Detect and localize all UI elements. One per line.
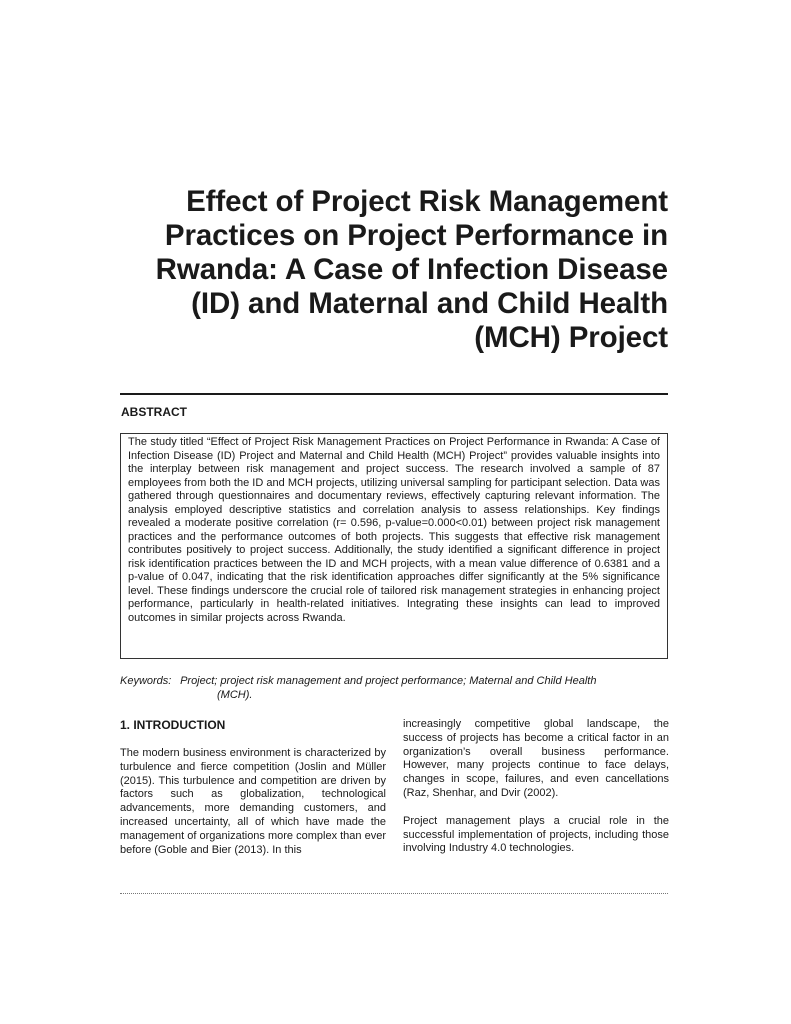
abstract-box [120,433,668,659]
keywords [120,675,668,702]
intro-paragraph-right-1: increasingly competitive global landscape, the success of projects has become a critical factor in an organization’s overall business performance. However, many projects continue to face delays, changes in scope, failures, and even cancellations (Raz, Shenhar, and Dvir (2002). [403,718,669,799]
keywords-label: Keywords: [120,675,172,687]
keywords-continuation: (MCH). [217,688,253,701]
abstract-text: The study titled “Effect of Project Risk Management Practices on Project Performance in Rwanda: A Case of Infection Disease (ID) Project and Maternal and Child Health (MCH) Project” provides valuable insights into the interplay between risk management and project success. The research involved a sample of 87 employees from both the ID and MCH projects, utilizing universal sampling for participant selection. Data was gathered through questionnaires and documentary reviews, effectively capturing relevant information. The analysis employed descriptive statistics and correlation analysis to assess relationships. Key findings revealed a moderate positive correlation (r= 0.596, p-value=0.000<0.01) between project risk management practices and the performance outcomes of both projects. This suggests that effective risk management contributes positively to project success. Additionally, the study identified a significant difference in project risk identification practices between the ID and MCH projects, with a mean value difference of 0.6381 and a p-value of 0.047, indicating that the risk identification approaches differ significantly at the 5% significance level. These findings underscore the crucial role of tailored risk management strategies in enhancing project performance, particularly in health-related initiatives. Integrating these insights can lead to improved outcomes in similar projects across Rwanda. [128,436,660,624]
intro-paragraph-right-2: Project management plays a crucial role in the successful implementation of projects, including those involving Industry 4.0 technologies. [403,814,669,855]
footnote-divider [120,893,668,894]
intro-paragraph-left: The modern business environment is characterized by turbulence and fierce competition (Joslin and Müller (2015). This turbulence and competition are driven by factors such as globalization, technological advancements, more demanding customers, and increased uncertainty, all of which have made the management of organizations more complex than ever before (Goble and Bier (2013). In this [120,747,386,856]
section-heading-introduction: 1. INTRODUCTION [120,718,226,732]
abstract-heading: ABSTRACT [121,405,187,419]
paper-title: Effect of Project Risk Management Practices on Project Performance in Rwanda: A Case of Infection Disease (ID) and Maternal and Child Health (MCH) Project [155,185,668,354]
right-column [403,718,669,870]
left-column [120,718,386,871]
keywords-text: Project; project risk management and project performance; Maternal and Child Health [180,675,597,687]
title-divider [120,393,668,395]
